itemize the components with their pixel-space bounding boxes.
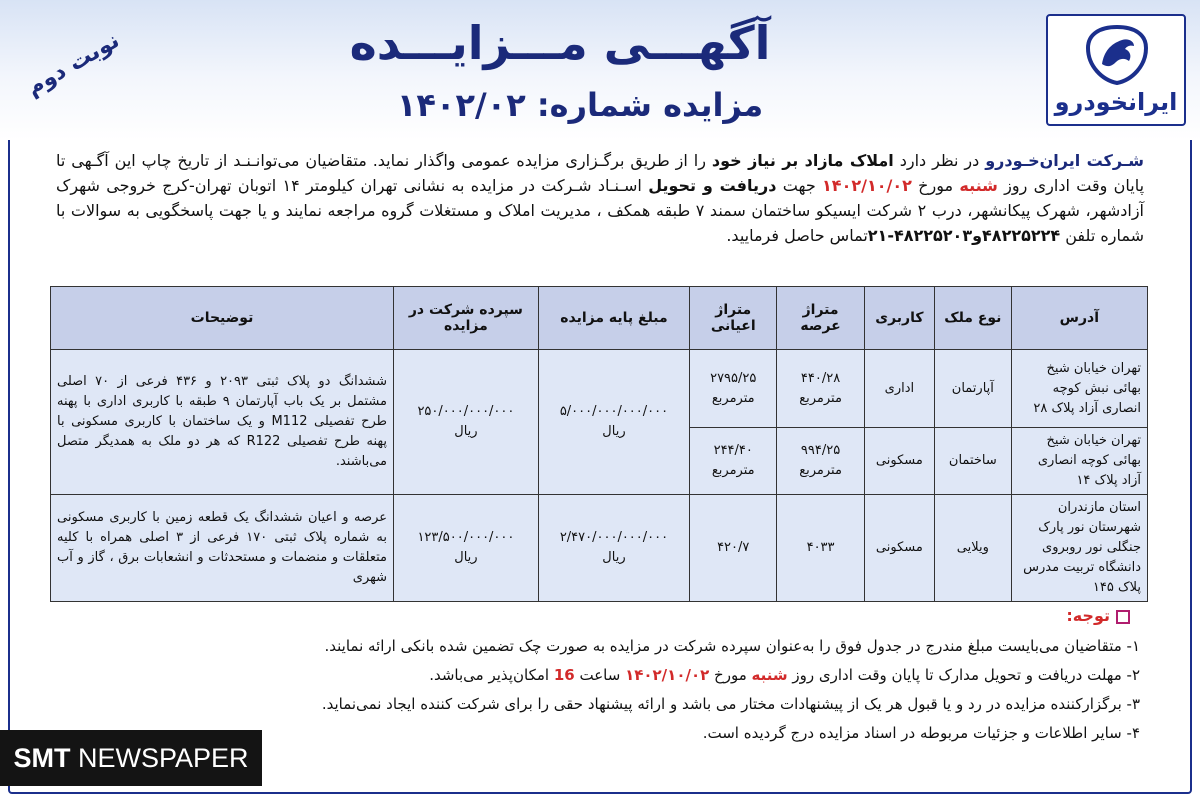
receive-deliver: دریافت و تحویل [648, 176, 777, 195]
logo-text: ایرانخودرو [1054, 88, 1178, 116]
note-item: ۳- برگزارکننده مزایده در رد و یا قبول هر یک از پیشنهادات مختار می باشد و ارائه پیشنهاد حقی را برای شرکت کننده ایجاد نمی‌نماید. [321, 695, 1140, 713]
note-deadline-date: ۱۴۰۲/۱۰/۰۲ [625, 666, 710, 684]
address-cell: استان مازندران شهرستان نور پارک جنگلی نور روبروی دانشگاه تربیت مدرس پلاک ۱۴۵ [1011, 495, 1147, 602]
col-description: توضیحات [51, 287, 394, 350]
intro-paragraph [56, 148, 1144, 248]
building-area-cell [690, 428, 777, 495]
note-deadline-day: شنبه [751, 666, 788, 684]
horse-logo-icon [1080, 24, 1154, 86]
currency-label: ریال [602, 424, 626, 439]
land-area-cell [777, 350, 864, 428]
col-land-area: متراژ عرصه [777, 287, 864, 350]
usage-cell: مسکونی [864, 428, 934, 495]
intro-text-2: را از طریق برگـزاری مزایده عمومی واگذار نماید. متقاضیان می‌توانـنـد از تاریخ چاپ این آگـهی تا پایان وقت اداری روز [56, 151, 1145, 195]
intro-text-4: جهت [776, 176, 823, 195]
note-text: ساعت [574, 666, 626, 684]
intro-text-3: مورخ [911, 176, 960, 195]
usage-cell: مسکونی [864, 495, 934, 602]
deposit-cell [394, 350, 539, 495]
notes-title-text: توجه: [1066, 606, 1110, 625]
notes-title [1066, 606, 1130, 625]
col-deposit: سپرده شرکت در مزایده [394, 287, 539, 350]
usage-cell: اداری [864, 350, 934, 428]
deadline-date: ۱۴۰۲/۱۰/۰۲ [822, 176, 912, 195]
address-cell: تهران خیابان شیخ بهائی نبش کوچه انصاری آزاد پلاک ۲۸ [1011, 350, 1147, 428]
address-cell: تهران خیابان شیخ بهائی کوچه انصاری آزاد پلاک ۱۴ [1011, 428, 1147, 495]
newspaper-watermark [0, 730, 262, 786]
unit-label: مترمربع [799, 390, 842, 406]
base-price-value: ۲/۴۷۰/۰۰۰/۰۰۰/۰۰۰ [559, 530, 669, 545]
land-area-value: ۹۹۴/۲۵ [800, 443, 841, 458]
watermark-part2: NEWSPAPER [77, 743, 249, 773]
unit-label: مترمربع [711, 390, 755, 406]
intro-text-5: اسـنـاد شـرکت در مزایده به نشانی تهران کیلومتر ۱۴ اتوبان تهران-کرج خروجی شهرک آزادشهر، شهرک پیکانشهر، درب ۲ شرکت ایسیکو ساختمان سمند ۷ طبقه همکف ، مدیریت املاک و مستغلات گروه مراجعه نمایند و یا جهت پاسخگویی به سوالات با شماره تلفن [56, 176, 1144, 245]
building-area-value: ۲۷۹۵/۲۵ [710, 370, 757, 386]
col-building-area: متراژ اعیانی [690, 287, 777, 350]
table-row [51, 350, 1148, 428]
deposit-value: ۲۵۰/۰۰۰/۰۰۰/۰۰۰ [417, 404, 515, 419]
land-area-cell: ۴۰۳۳ [777, 495, 864, 602]
description-cell: عرصه و اعیان ششدانگ یک قطعه زمین با کاربری مسکونی به شماره پلاک ثبتی ۱۷۰ فرعی از ۳ اصلی همراه با کلیه متعلقات و منضمات و مستحدثات و انشعابات برق ، گاز و آب شهری [51, 495, 394, 602]
note-item [100, 661, 1140, 690]
col-type: نوع ملک [935, 287, 1012, 350]
note-deadline-hour: 16 [553, 666, 575, 684]
type-cell: ویلایی [935, 495, 1012, 602]
checkbox-bullet-icon [1116, 610, 1130, 624]
description-cell: ششدانگ دو پلاک ثبتی ۲۰۹۳ و ۴۳۶ فرعی از ۷۰ اصلی مشتمل بر یک باب آپارتمان ۹ طبقه با کاربری اداری با پهنه طرح تفصیلی M112 و یک ساختمان با کاربری مسکونی با پهنه طرح تفصیلی R122 که هر دو ملک به همدیگر متصل می‌باشند. [51, 350, 394, 495]
currency-label: ریال [454, 424, 478, 439]
table-row [51, 495, 1148, 602]
deposit-cell [394, 495, 539, 602]
deposit-value: ۱۲۳/۵۰۰/۰۰۰/۰۰۰ [417, 530, 515, 545]
watermark-part1: SMT [13, 743, 71, 773]
base-price-cell [538, 350, 689, 495]
assets-text: املاک مازاد بر نیاز خود [711, 151, 894, 170]
land-area-value: ۴۴۰/۲۸ [800, 370, 841, 386]
phone-number: ۴۸۲۲۵۲۲۴و۴۸۲۲۵۲۰۳-۲۱ [867, 226, 1061, 245]
currency-label: ریال [454, 550, 478, 565]
building-area-cell: ۴۲۰/۷ [690, 495, 777, 602]
building-area-value: ۲۴۴/۴۰ [713, 443, 753, 458]
table-header-row [51, 287, 1148, 350]
col-base-price: مبلغ پایه مزایده [538, 287, 689, 350]
note-item: ۱- متقاضیان می‌بایست مبلغ مندرج در جدول فوق را به‌عنوان سپرده شرکت در مزایده به صورت چک تضمین شده بانکی ارائه نمایند. [324, 637, 1140, 655]
property-table [50, 286, 1148, 602]
building-area-cell [690, 350, 777, 428]
unit-label: مترمربع [711, 463, 755, 478]
company-name: شـرکت ایران‌خـودرو [985, 151, 1145, 170]
land-area-cell [777, 428, 864, 495]
type-cell: آپارتمان [935, 350, 1012, 428]
base-price-value: ۵/۰۰۰/۰۰۰/۰۰۰/۰۰۰ [559, 404, 669, 419]
note-text: امکان‌پذیر می‌باشد. [429, 666, 554, 684]
company-logo [1046, 14, 1186, 126]
type-cell: ساختمان [935, 428, 1012, 495]
deadline-day: شنبه [959, 176, 998, 195]
note-text: مورخ [709, 666, 752, 684]
base-price-cell [538, 495, 689, 602]
auction-number: مزایده شماره: ۱۴۰۲/۰۲ [396, 86, 764, 124]
currency-label: ریال [602, 550, 626, 565]
unit-label: مترمربع [799, 463, 842, 478]
col-address: آدرس [1011, 287, 1147, 350]
col-usage: کاربری [864, 287, 934, 350]
header-band [0, 0, 1200, 140]
note-item: ۴- سایر اطلاعات و جزئیات مربوطه در اسناد مزایده درج گردیده است. [702, 724, 1140, 742]
turn-label: نوبت دوم [22, 28, 124, 101]
intro-text-6: تماس حاصل فرمایید. [726, 226, 868, 245]
intro-text-1: در نظر دارد [893, 151, 986, 170]
page-title: آگهـــی مـــزایـــده [349, 16, 771, 70]
note-text: ۲- مهلت دریافت و تحویل مدارک تا پایان وقت اداری روز [787, 666, 1140, 684]
